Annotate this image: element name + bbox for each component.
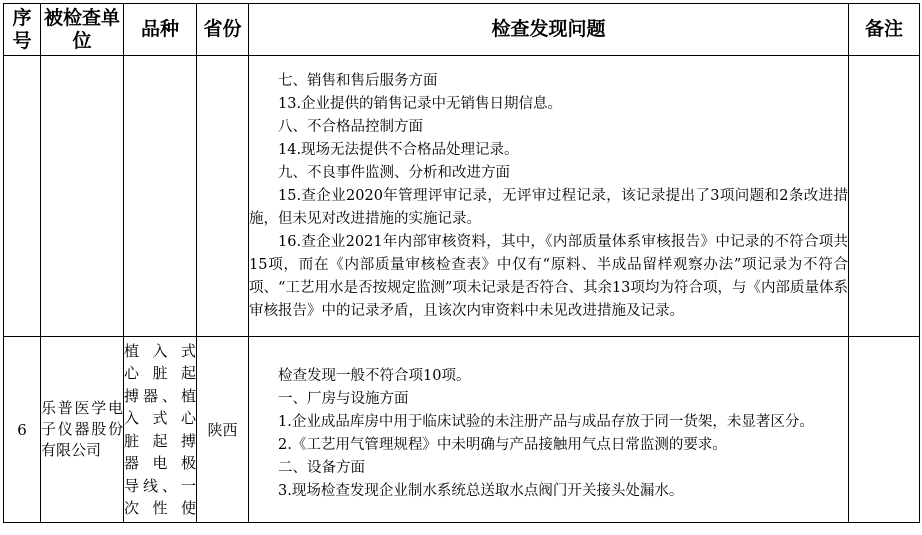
table-row <box>4 56 920 337</box>
variety-line: 器电极 <box>124 454 196 472</box>
issue-line: 15.查企业2020年管理评审记录，无评审过程记录，该记录提出了3项问题和2条改进措施，但未见对改进措施的实施记录。 <box>249 187 848 227</box>
cell-unit <box>41 56 124 337</box>
inspection-table <box>3 3 920 523</box>
cell-unit: 乐普医学电子仪器股份有限公司 <box>41 337 124 523</box>
header-variety: 品种 <box>124 4 197 56</box>
cell-remark <box>849 337 920 523</box>
variety-line: 入式心 <box>124 409 196 427</box>
cell-province: 陕西 <box>197 337 249 523</box>
cell-province <box>197 56 249 337</box>
variety-line: 搏器、植 <box>124 386 196 405</box>
cell-remark <box>849 56 920 337</box>
header-unit: 被检查单位 <box>41 4 124 56</box>
header-row <box>4 4 920 56</box>
cell-issues <box>249 337 849 523</box>
header-remark: 备注 <box>849 4 920 56</box>
issue-line: 七、销售和售后服务方面 <box>278 72 438 89</box>
issue-line: 检查发现一般不符合项10项。 <box>278 367 471 384</box>
variety-line: 次性使 <box>124 499 196 517</box>
variety-line: 脏起搏 <box>124 431 196 450</box>
cell-variety <box>124 337 197 523</box>
issue-line: 2.《工艺用气管理规程》中未明确与产品接触用气点日常监测的要求。 <box>278 436 727 453</box>
header-seq: 序号 <box>4 4 41 56</box>
issue-line: 一、厂房与设施方面 <box>278 390 409 407</box>
issue-line: 八、不合格品控制方面 <box>278 118 423 135</box>
issue-line: 3.现场检查发现企业制水系统总送取水点阀门开关接头处漏水。 <box>278 482 684 499</box>
cell-issues <box>249 56 849 337</box>
header-issues: 检查发现问题 <box>249 4 849 56</box>
issue-line: 16.查企业2021年内部审核资料，其中，《内部质量体系审核报告》中记录的不符合项共15项，而在《内部质量审核检查表》中仅有“原料、半成品留样观察办法”项记录为不符合项、“工艺用水是否按规定监测”项未记录是否符合、其余13项均为符合项，与《内部质量体系审核报告》中的记录矛盾，且该次内审资料中未见改进措施及记录。 <box>249 233 848 319</box>
cell-seq: 6 <box>4 337 41 523</box>
cell-variety <box>124 56 197 337</box>
issue-line: 九、不良事件监测、分析和改进方面 <box>278 164 510 181</box>
cell-seq <box>4 56 41 337</box>
issue-line: 13.企业提供的销售记录中无销售日期信息。 <box>278 95 563 112</box>
header-province: 省份 <box>197 4 249 56</box>
table-row <box>4 337 920 523</box>
variety-line: 心脏起 <box>124 364 196 382</box>
variety-line: 植入式 <box>124 341 196 360</box>
variety-line: 导线、一 <box>124 476 196 495</box>
issue-line: 14.现场无法提供不合格品处理记录。 <box>278 141 519 158</box>
issue-line: 二、设备方面 <box>278 459 365 476</box>
issue-line: 1.企业成品库房中用于临床试验的未注册产品与成品存放于同一货架，未显著区分。 <box>278 413 814 430</box>
